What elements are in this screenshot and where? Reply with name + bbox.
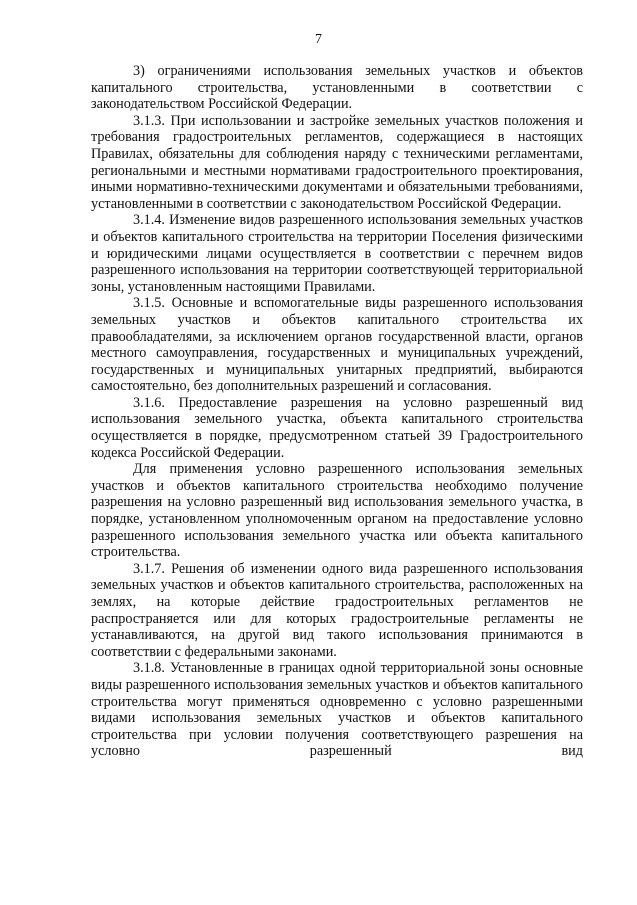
page-number: 7 (315, 32, 322, 47)
paragraph-3-1-3: 3.1.3. При использовании и застройке земельных участков положения и требования градостроительных регламентов, содержащиеся в настоящих Правилах, обязательны для соблюдения наряду с техническими регламентами, региональными и местными нормативами градостроительного проектирования, иными нормативно-техническими документами и обязательными требованиями, установленными в соответствии с законодательством Российской Федерации. (91, 112, 583, 212)
paragraph-restrictions: 3) ограничениями использования земельных участков и объектов капитального строительства, установленными в соответствии с законодательством Российской Федерации. (91, 63, 583, 113)
paragraph-3-1-5: 3.1.5. Основные и вспомогательные виды разрешенного использования земельных участков и объектов капитального строительства их правообладателями, за исключением органов государственной власти, органов местного самоуправления, государственных и муниципальных учреждений, государственных и муниципальных унитарных предприятий, выбираются самостоятельно, без дополнительных разрешений и согласования. (91, 295, 583, 395)
paragraph-3-1-4: 3.1.4. Изменение видов разрешенного использования земельных участков и объектов капитального строительства на территории Поселения физическими и юридическими лицами осуществляется в соответствии с перечнем видов разрешенного использования на территории соответствующей территориальной зоны, установленным настоящими Правилами. (91, 212, 583, 295)
paragraph-3-1-7: 3.1.7. Решения об изменении одного вида разрешенного использования земельных участков и объектов капитального строительства, расположенных на землях, на которые действие градостроительных регламентов не распространяется или для которых градостроительные регламенты не устанавливаются, на другой вид такого использования принимаются в соответствии с федеральными законами. (91, 560, 583, 660)
paragraph-conditional-use: Для применения условно разрешенного использования земельных участков и объектов капитального строительства необходимо получение разрешения на условно разрешенный вид использования земельного участка, в порядке, установленном уполномоченным органом на предоставление условно разрешенного использования земельного участка или объекта капитального строительства. (91, 461, 583, 561)
document-body (91, 63, 583, 760)
paragraph-3-1-8: 3.1.8. Установленные в границах одной территориальной зоны основные виды разрешенного использования земельных участков и объектов капитального строительства могут применяться одновременно с условно разрешенными видами использования земельных участков и объектов капитального строительства при условии получения соответствующего разрешения на условно разрешенный вид (91, 660, 583, 760)
paragraph-3-1-6: 3.1.6. Предоставление разрешения на условно разрешенный вид использования земельного участка, объекта капитального строительства осуществляется в порядке, предусмотренном статьей 39 Градостроительного кодекса Российской Федерации. (91, 394, 583, 461)
